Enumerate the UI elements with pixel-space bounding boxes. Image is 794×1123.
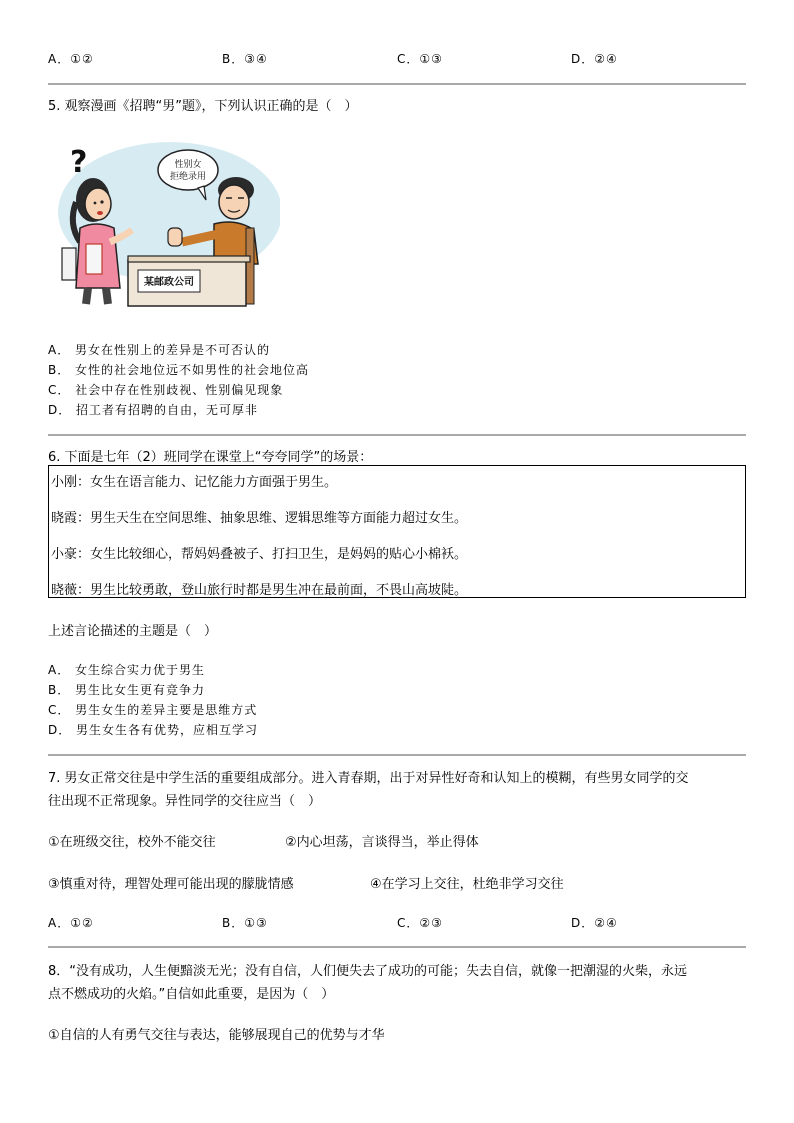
quote-xiaowei: 晓薇：男生比较勇敢，登山旅行时都是男生冲在最前面，不畏山高坡陡。 xyxy=(51,583,468,598)
separator xyxy=(48,946,746,948)
desk-sign: 某邮政公司 xyxy=(144,277,194,288)
q4-option-b[interactable]: B．③④ xyxy=(222,52,268,66)
q5-option-c[interactable]: C． 社会中存在性别歧视、性别偏见现象 xyxy=(48,383,284,397)
quote-xiaoxia: 晓霞：男生天生在空间思维、抽象思维、逻辑思维等方面能力超过女生。 xyxy=(51,511,468,526)
q7-option-d[interactable]: D．②④ xyxy=(571,916,618,930)
q5-option-a[interactable]: A． 男女在性别上的差异是不可否认的 xyxy=(48,343,271,357)
q4-option-c[interactable]: C．①③ xyxy=(397,52,443,66)
quote-xiaohao: 小豪：女生比较细心，帮妈妈叠被子、打扫卫生，是妈妈的贴心小棉袄。 xyxy=(51,547,468,562)
bubble-line-2: 拒绝录用 xyxy=(169,172,207,182)
q5-option-b[interactable]: B． 女性的社会地位远不如男性的社会地位高 xyxy=(48,363,310,377)
cartoon-gender-recruitment xyxy=(48,132,280,314)
q7-option-c[interactable]: C．②③ xyxy=(397,916,443,930)
desk xyxy=(128,256,250,306)
q6-option-d[interactable]: D． 男生女生各有优势，应相互学习 xyxy=(48,723,259,737)
separator xyxy=(48,434,746,436)
q5-stem: 5. 观察漫画《招聘“男”题》，下列认识正确的是（ ） xyxy=(48,99,358,114)
q7-item-2: ②内心坦荡，言谈得当，举止得体 xyxy=(285,835,479,850)
q7-option-a[interactable]: A．①② xyxy=(48,916,94,930)
q6-question: 上述言论描述的主题是（ ） xyxy=(48,624,218,639)
q7-item-4: ④在学习上交往，杜绝非学习交往 xyxy=(370,877,564,892)
q5-option-d[interactable]: D． 招工者有招聘的自由，无可厚非 xyxy=(48,403,259,417)
q7-item-1: ①在班级交往，校外不能交往 xyxy=(48,835,216,850)
q8-stem-line-1: 8．“没有成功，人生便黯淡无光；没有自信，人们便失去了成功的可能；失去自信，就像一把潮湿的火柴，永远 xyxy=(48,964,688,979)
q8-stem-line-2: 点不燃成功的火焰。”自信如此重要，是因为（ ） xyxy=(48,987,335,1002)
q7-stem-line-1: 7. 男女正常交往是中学生活的重要组成部分。进入青春期，出于对异性好奇和认知上的模糊，有些男女同学的交 xyxy=(48,771,689,786)
q6-option-c[interactable]: C． 男生女生的差异主要是思维方式 xyxy=(48,703,258,717)
q7-stem-line-2: 往出现不正常现象。异性同学的交往应当（ ） xyxy=(48,794,322,809)
q6-quote-box xyxy=(48,465,746,598)
q6-stem: 6. 下面是七年（2）班同学在课堂上“夸夸同学”的场景： xyxy=(48,450,373,465)
q7-option-b[interactable]: B．①③ xyxy=(222,916,268,930)
quote-xiaogang: 小刚：女生在语言能力、记忆能力方面强于男生。 xyxy=(51,475,338,490)
q7-item-3: ③慎重对待，理智处理可能出现的朦胧情感 xyxy=(48,877,294,892)
separator xyxy=(48,83,746,85)
question-mark-icon: ? xyxy=(70,145,88,180)
q8-item-1: ①自信的人有勇气交往与表达，能够展现自己的优势与才华 xyxy=(48,1028,385,1043)
q4-option-a[interactable]: A．①② xyxy=(48,52,94,66)
bubble-line-1: 性别女 xyxy=(174,160,202,170)
q4-option-d[interactable]: D．②④ xyxy=(571,52,618,66)
q6-option-a[interactable]: A． 女生综合实力优于男生 xyxy=(48,663,206,677)
q6-option-b[interactable]: B． 男生比女生更有竞争力 xyxy=(48,683,206,697)
separator xyxy=(48,754,746,756)
